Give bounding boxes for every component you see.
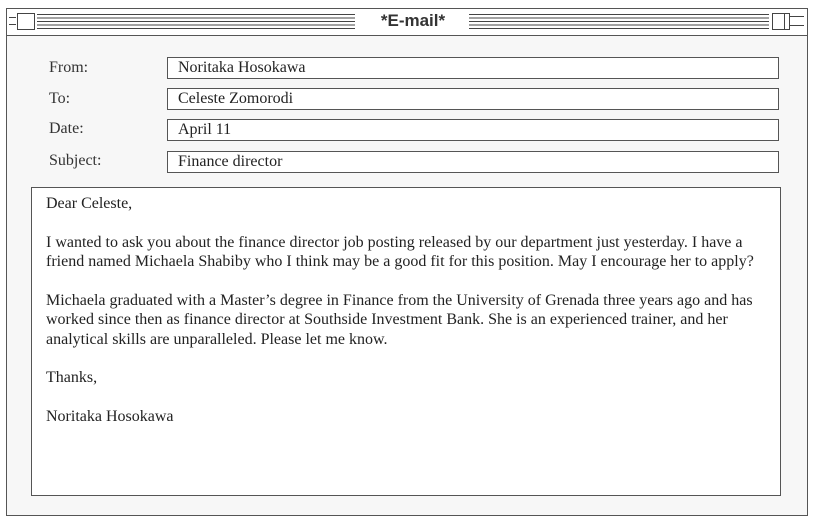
resize-grip-icon[interactable] [790, 16, 804, 26]
from-value: Noritaka Hosokawa [178, 59, 306, 76]
from-label: From: [49, 59, 89, 76]
signature: Noritaka Hosokawa [46, 407, 174, 425]
to-field[interactable] [167, 88, 779, 110]
message-body[interactable] [31, 187, 781, 496]
closing: Thanks, [46, 369, 98, 386]
title-bar[interactable] [7, 9, 807, 36]
date-label: Date: [49, 120, 84, 137]
title-bar-stripes-right [469, 14, 769, 29]
close-box-icon[interactable] [17, 13, 35, 30]
email-window [6, 8, 808, 516]
date-value: April 11 [178, 121, 232, 138]
zoom-box-icon[interactable] [772, 13, 790, 30]
date-field[interactable] [167, 119, 779, 141]
body-paragraph-1: I wanted to ask you about the finance director job posting released by our department just yesterday. I have a friend named Michaela Shabiby who I think may be a good fit for this position. May I encourage her to apply? [46, 233, 754, 270]
subject-label: Subject: [49, 152, 102, 169]
subject-value: Finance director [178, 153, 283, 170]
to-value: Celeste Zomorodi [178, 90, 294, 107]
to-label: To: [49, 90, 71, 107]
greeting: Dear Celeste, [46, 195, 133, 212]
subject-field[interactable] [167, 151, 779, 173]
from-field[interactable] [167, 57, 779, 79]
body-paragraph-2: Michaela graduated with a Master’s degree in Finance from the University of Grenada three years ago and has worked since then as finance director at Southside Investment Bank. She is an experienced trainer, and her analytical skills are unparalleled. Please let me know. [46, 291, 753, 348]
title-bar-stripes-left [37, 14, 355, 29]
window-title: *E-mail* [357, 11, 469, 31]
